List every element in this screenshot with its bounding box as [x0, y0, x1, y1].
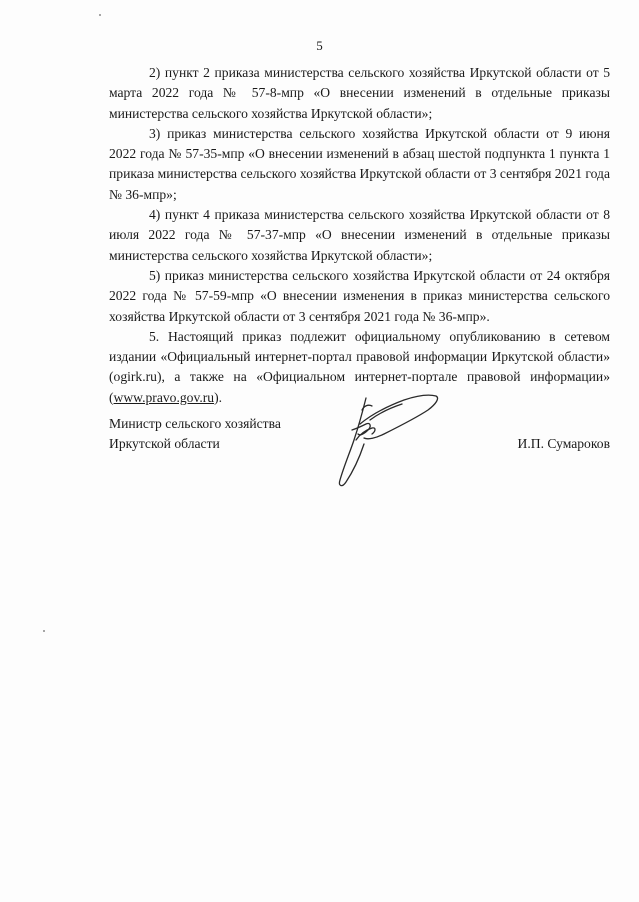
document-body: [109, 63, 610, 408]
list-item-2: 2) пункт 2 приказа министерства сельского хозяйства Иркутской области от 5 марта 2022 года № 57-8-мпр «О внесении изменений в отдельные приказы министерства сельского хозяйства Иркутской области»;: [109, 65, 610, 121]
pravo-link[interactable]: www.pravo.gov.ru: [113, 389, 215, 405]
handwritten-signature: [332, 384, 442, 494]
scan-speck: [99, 14, 101, 16]
page-number: 5: [316, 38, 323, 53]
scan-speck: [43, 630, 45, 632]
signatory-name: И.П. Сумароков: [517, 436, 610, 452]
list-item-4: 4) пункт 4 приказа министерства сельского хозяйства Иркутской области от 8 июля 2022 года № 57-37-мпр «О внесении изменений в отдельные приказы министерства сельского хозяйства Иркутской области»;: [109, 207, 610, 263]
signatory-title-line2: Иркутской области: [109, 436, 220, 452]
list-item-5: 5) приказ министерства сельского хозяйства Иркутской области от 24 октября 2022 года № 57-59-мпр «О внесении изменения в приказ министерства сельского хозяйства Иркутской области от 3 сентября 2021 года № 36-мпр».: [109, 267, 610, 324]
list-item-3: 3) приказ министерства сельского хозяйства Иркутской области от 9 июня 2022 года № 57-35-мпр «О внесении изменений в абзац шестой подпункта 1 пункта 1 приказа министерства сельского хозяйства Иркутской области от 3 сентября 2021 года № 36-мпр»;: [109, 125, 610, 202]
publication-text: 5. Настоящий приказ подлежит официальному опубликованию в сетевом издании «Официальный интернет-портал правовой информации Иркутской области» (ogirk.ru), а также на «Официальном интернет-портале правовой информации» (: [109, 328, 610, 405]
signatory-title: [109, 414, 281, 455]
publication-tail: ).: [214, 389, 223, 405]
signatory-title-line1: Министр сельского хозяйства: [109, 416, 281, 431]
